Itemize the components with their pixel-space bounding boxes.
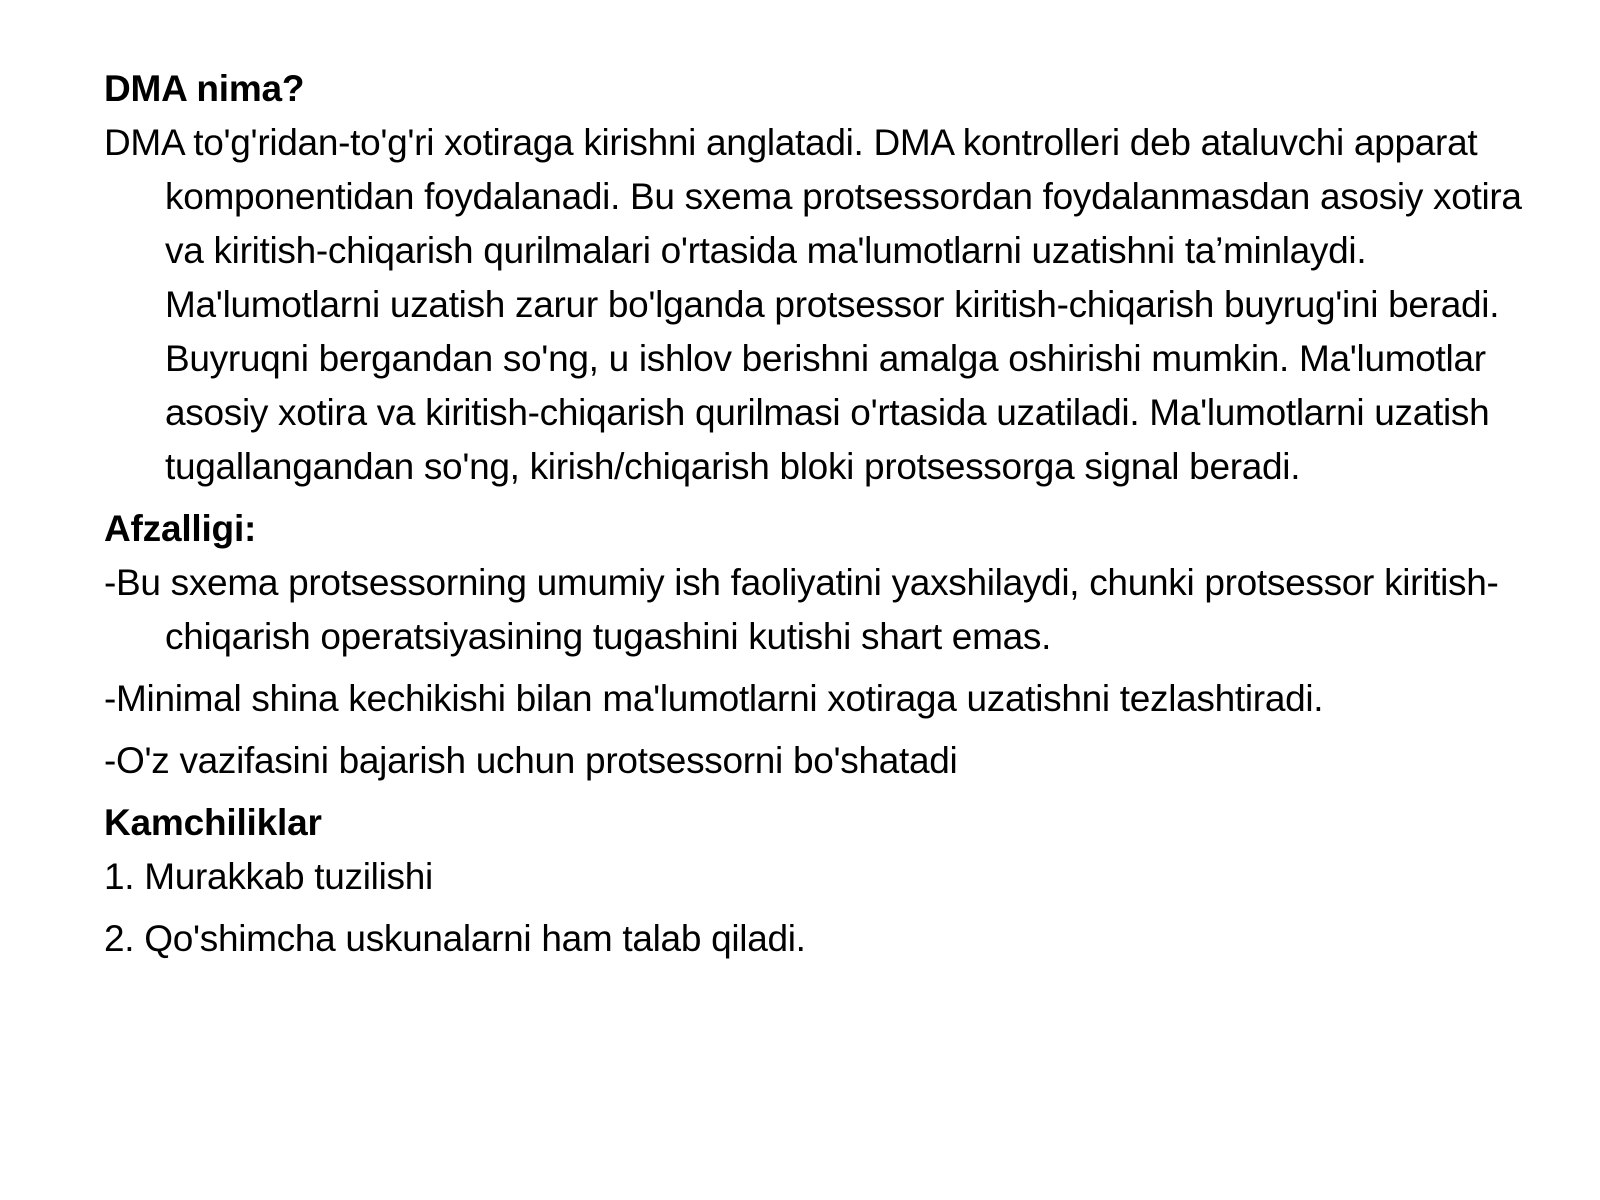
advantage-item: -O'z vazifasini bajarish uchun protsessorni bo'shatadi [104, 740, 958, 781]
advantage-item: -Minimal shina kechikishi bilan ma'lumotlarni xotiraga uzatishni tezlashtiradi. [104, 678, 1324, 719]
disadvantages-heading: Kamchiliklar [104, 802, 322, 843]
what-heading: DMA nima? [104, 68, 305, 109]
disadvantage-item: 2. Qo'shimcha uskunalarni ham talab qiladi. [104, 918, 806, 959]
what-paragraph: DMA to'g'ridan-to'g'ri xotiraga kirishni anglatadi. DMA kontrolleri deb ataluvchi apparat komponentidan foydalanadi. Bu sxema protsessordan foydalanmasdan asosiy xotira va kiritish-chiqarish qurilmalari o'rtasida ma'lumotlarni uzatishni ta’minlaydi. Ma'lumotlarni uzatish zarur bo'lganda protsessor kiritish-chiqarish buyrug'ini beradi. Buyruqni bergandan so'ng, u ishlov berishni amalga oshirishi mumkin. Ma'lumotlar asosiy xotira va kiritish-chiqarish qurilmasi o'rtasida uzatiladi. Ma'lumotlarni uzatish tugallangandan so'ng, kirish/chiqarish bloki protsessorga signal beradi. [104, 122, 1522, 487]
advantages-heading: Afzalligi: [104, 508, 257, 549]
disadvantage-item: 1. Murakkab tuzilishi [104, 856, 433, 897]
slide-content [104, 62, 1524, 974]
advantage-item: -Bu sxema protsessorning umumiy ish faoliyatini yaxshilaydi, chunki protsessor kiritish-chiqarish operatsiyasining tugashini kutishi shart emas. [104, 562, 1499, 657]
